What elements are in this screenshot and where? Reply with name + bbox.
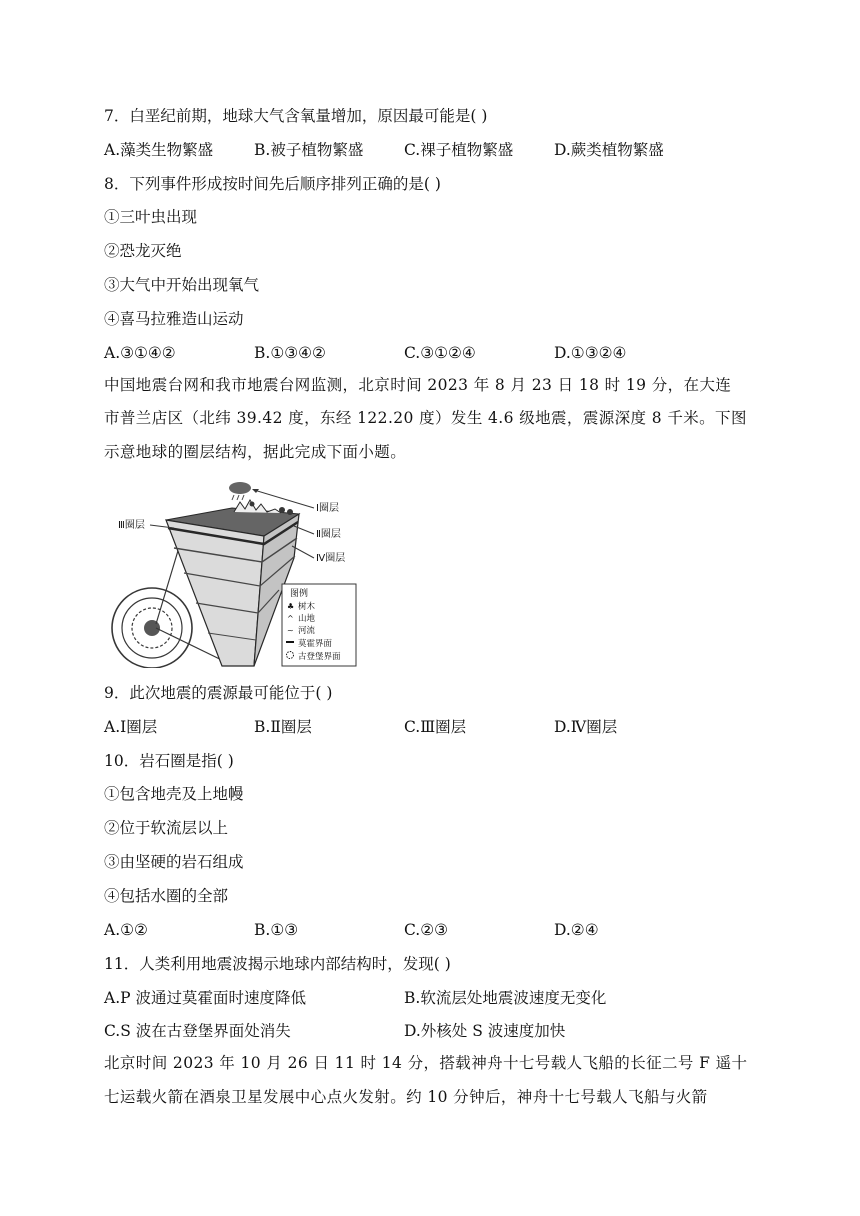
q8-option-c: C.③①②④ <box>404 344 476 362</box>
legend-item-moho: 莫霍界面 <box>298 639 333 649</box>
q9-stem: 9．此次地震的震源最可能位于( ) <box>104 684 333 702</box>
q8-item-1: ①三叶虫出现 <box>104 208 198 226</box>
earth-layers-diagram <box>104 478 366 668</box>
layer-1-label: Ⅰ圈层 <box>316 503 339 514</box>
river-icon: ~ <box>287 626 294 635</box>
q10-option-a: A.①② <box>104 921 148 939</box>
legend-item-river: 河流 <box>298 626 316 636</box>
q10-item-1: ①包含地壳及上地幔 <box>104 785 244 803</box>
legend-title: 图例 <box>290 589 309 599</box>
passage1-line-1: 中国地震台网和我市地震台网监测，北京时间 2023 年 8 月 23 日 18 时 19 分，在大连 <box>104 376 732 394</box>
q7-option-d: D.蕨类植物繁盛 <box>554 141 664 159</box>
q10-option-d: D.②④ <box>554 921 599 939</box>
q7-option-a: A.藻类生物繁盛 <box>104 141 214 159</box>
q10-item-2: ②位于软流层以上 <box>104 819 229 837</box>
q9-option-c: C.Ⅲ圈层 <box>404 718 467 736</box>
q8-option-b: B.①③④② <box>254 344 326 362</box>
q11-option-d: D.外核处 S 波速度加快 <box>404 1022 566 1040</box>
q10-option-b: B.①③ <box>254 921 299 939</box>
q9-option-a: A.Ⅰ圈层 <box>104 718 158 736</box>
q7-stem: 7．白垩纪前期，地球大气含氧量增加，原因最可能是( ) <box>104 107 488 125</box>
q10-option-c: C.②③ <box>404 921 449 939</box>
passage1-line-3: 示意地球的圈层结构，据此完成下面小题。 <box>104 443 407 461</box>
q11-option-b: B.软流层处地震波速度无变化 <box>404 989 607 1007</box>
q9-option-d: D.Ⅳ圈层 <box>554 718 618 736</box>
passage2-line-1: 北京时间 2023 年 10 月 26 日 11 时 14 分，搭载神舟十七号载人飞船的长征二号 F 遥十 <box>104 1054 748 1072</box>
q8-option-a: A.③①④② <box>104 344 176 362</box>
legend-item-tree: 树木 <box>298 602 316 612</box>
q10-item-3: ③由坚硬的岩石组成 <box>104 853 244 871</box>
q7-option-b: B.被子植物繁盛 <box>254 141 364 159</box>
q10-stem: 10．岩石圈是指( ) <box>104 752 234 770</box>
tree-icon: ♣ <box>287 602 295 611</box>
passage2-line-2: 七运载火箭在酒泉卫星发展中心点火发射。约 10 分钟后，神舟十七号载人飞船与火箭 <box>104 1088 708 1106</box>
q11-stem: 11．人类利用地震波揭示地球内部结构时，发现( ) <box>104 955 451 973</box>
layer-4-label: Ⅳ圈层 <box>316 553 346 564</box>
legend-item-gutenberg: 古登堡界面 <box>298 652 341 662</box>
legend-item-mountain: 山地 <box>298 614 316 624</box>
q9-option-b: B.Ⅱ圈层 <box>254 718 312 736</box>
q11-option-c: C.S 波在古登堡界面处消失 <box>104 1022 291 1040</box>
earth-layers-figure <box>104 478 366 668</box>
q8-stem: 8．下列事件形成按时间先后顺序排列正确的是( ) <box>104 175 441 193</box>
mountain-icon: ^ <box>287 614 294 623</box>
q8-item-4: ④喜马拉雅造山运动 <box>104 310 244 328</box>
layer-2-label: Ⅱ圈层 <box>316 529 341 540</box>
q8-option-d: D.①③②④ <box>554 344 627 362</box>
q11-option-a: A.P 波通过莫霍面时速度降低 <box>104 989 306 1007</box>
layer-3-label: Ⅲ圈层 <box>118 520 145 531</box>
q8-item-2: ②恐龙灭绝 <box>104 242 182 260</box>
q10-item-4: ④包括水圈的全部 <box>104 887 229 905</box>
q7-option-c: C.裸子植物繁盛 <box>404 141 514 159</box>
q8-item-3: ③大气中开始出现氧气 <box>104 276 260 294</box>
passage1-line-2: 市普兰店区（北纬 39.42 度，东经 122.20 度）发生 4.6 级地震，震源深度 8 千米。下图 <box>104 409 747 427</box>
